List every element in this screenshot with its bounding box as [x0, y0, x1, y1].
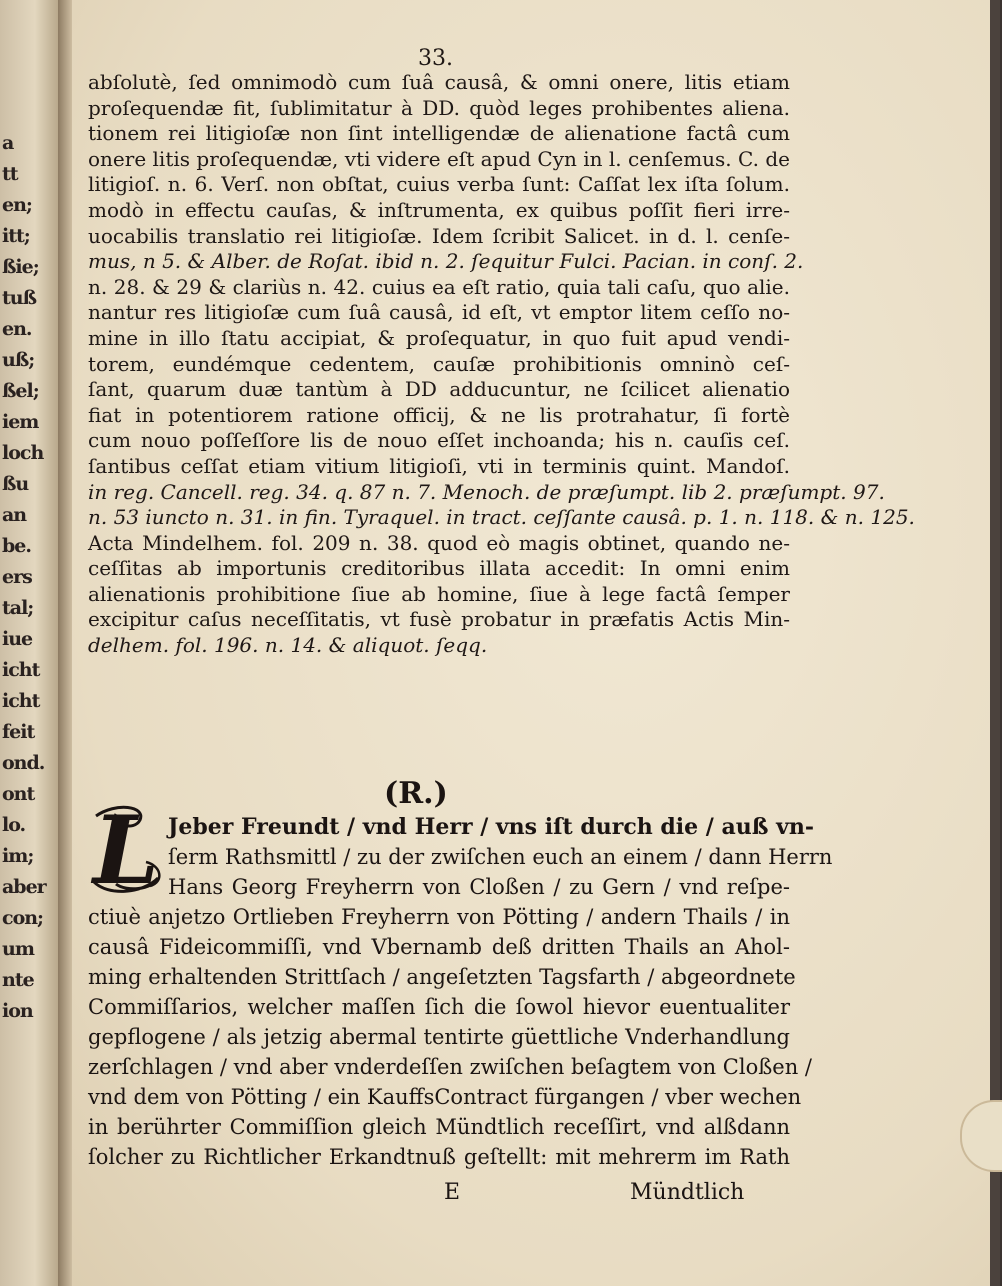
german-paragraph: [88, 812, 833, 1172]
facing-page-fragment: feit: [2, 721, 35, 743]
facing-page-fragment: tuß: [2, 287, 37, 309]
facing-page-fragment: be.: [2, 535, 31, 557]
facing-page-fragment: ont: [2, 783, 35, 805]
facing-page-fragment: tt: [2, 163, 18, 185]
facing-page-fragment: icht: [2, 690, 40, 712]
facing-page-fragment: icht: [2, 659, 40, 681]
facing-page-fragment: iem: [2, 411, 39, 433]
facing-page-fragment: aber: [2, 876, 46, 898]
latin-line: Acta Mindelhem. fol. 209 n. 38. quod eò magis obtinet, quando ne-: [88, 530, 790, 555]
latin-line: in reg. Cancell. reg. 34. q. 87 n. 7. Menoch. de præſumpt. lib 2. præſumpt. 97.: [88, 479, 885, 504]
latin-line: cum nouo poſſeſſore lis de nouo eſſet inchoanda; his n. cauſis ceſ.: [88, 428, 790, 453]
latin-line: torem, eundémque cedentem, cauſæ prohibitionis omninò ceſ-: [88, 351, 790, 376]
latin-line: modò in effectu cauſas, & inſtrumenta, ex quibus poſſit fieri irre-: [88, 197, 790, 222]
latin-line: abſolutè, ſed omnimodò cum ſuâ causâ, & omni onere, litis etiam: [88, 70, 790, 94]
latin-line: ceſſitas ab importunis creditoribus illata accedit: In omni enim: [88, 556, 790, 581]
latin-line: tionem rei litigioſæ non ſint intelligendæ de alienatione factâ cum: [88, 121, 790, 146]
page-right-edge: [990, 0, 1000, 1286]
latin-line: proſequendæ fit, ſublimitatur à DD. quòd leges prohibentes aliena.: [88, 95, 790, 120]
latin-line: n. 28. & 29 & clariùs n. 42. cuius ea eſt ratio, quia tali caſu, quo alie.: [88, 274, 790, 299]
latin-line: alienationis prohibitione ſiue ab homine, ſiue à lege factâ ſemper: [88, 581, 790, 606]
german-line: ſerm Rathsmittl / zu der zwiſchen euch an einem / dann Herrn: [168, 845, 833, 869]
latin-line: mus, n 5. & Alber. de Roſat. ibid n. 2. ſequitur Fulci. Pacian. in conſ. 2.: [88, 249, 804, 274]
facing-page-fragment: uß;: [2, 349, 35, 371]
german-line: vnd dem von Pötting / ein KauffsContract fürgangen / vber wechen: [88, 1085, 802, 1109]
facing-page-fragment: lo.: [2, 814, 26, 836]
facing-page-fragment: en.: [2, 318, 32, 340]
german-line: Hans Georg Freyherrn von Cloßen / zu Gern / vnd reſpe-: [168, 875, 790, 899]
facing-page-fragment: ond.: [2, 752, 45, 774]
facing-page-fragment: con;: [2, 907, 44, 929]
decorated-initial: L: [92, 796, 160, 906]
facing-page-fragment: ion: [2, 1000, 33, 1022]
latin-line: mine in illo ſtatu accipiat, & proſequatur, in quo fuit apud vendi-: [88, 325, 790, 350]
facing-page-fragment: a: [2, 132, 14, 154]
german-line: zerſchlagen / vnd aber vnderdeſſen zwiſchen beſagtem von Cloßen /: [88, 1055, 812, 1079]
page-number: 33.: [418, 46, 453, 71]
latin-line: ſantibus ceſſat etiam vitium litigioſi, vti in terminis quint. Mandoſ.: [88, 453, 790, 478]
german-line: ming erhaltenden Strittſach / angeſetzten Tagsfarth / abgeordnete: [88, 965, 796, 989]
latin-paragraph: [88, 70, 915, 659]
latin-line: uocabilis translatio rei litigioſæ. Idem ſcribit Salicet. in d. l. cenſe-: [88, 223, 790, 248]
facing-page-fragment: ßu: [2, 473, 29, 495]
book-gutter: [58, 0, 72, 1286]
german-line: gepflogene / als jetzig abermal tentirte güettliche Vnderhandlung: [88, 1025, 790, 1049]
latin-line: n. 53 iuncto n. 31. in fin. Tyraquel. in tract. ceſſante causâ. p. 1. n. 118. & n. 125.: [88, 505, 915, 530]
german-line: Commiſſarios, welcher maſſen ſich die ſowol hievor euentualiter: [88, 995, 790, 1019]
german-line: ctiuè anjetzo Ortlieben Freyherrn von Pötting / andern Thails / in: [88, 905, 790, 929]
facing-page-fragment: ers: [2, 566, 32, 588]
latin-line: nantur res litigioſæ cum ſuâ causâ, id eſt, vt emptor litem ceſſo no-: [88, 300, 790, 325]
facing-page-fragment: um: [2, 938, 34, 960]
catchword: Mündtlich: [630, 1180, 745, 1205]
german-line: ſolcher zu Richtlicher Erkandtnuß geſtellt: mit mehrerm im Rath: [88, 1145, 790, 1169]
facing-page-fragment: nte: [2, 969, 34, 991]
facing-page-fragment: iue: [2, 628, 33, 650]
facing-page-fragment: im;: [2, 845, 34, 867]
german-line: in berührter Commiſſion gleich Mündtlich receſſirt, vnd alßdann: [88, 1115, 790, 1139]
facing-page-edge: [0, 0, 58, 1286]
german-line: causâ Fideicommiſſi, vnd Vbernamb deß dritten Thails an Ahol-: [88, 935, 790, 959]
latin-line: delhem. fol. 196. n. 14. & aliquot. ſeqq.: [88, 633, 488, 658]
latin-line: litigioſ. n. 6. Verſ. non obſtat, cuius verba ſunt: Caſſat lex iſta ſolum.: [88, 172, 790, 197]
facing-page-fragment: en;: [2, 194, 32, 216]
facing-page-fragment: itt;: [2, 225, 30, 247]
latin-line: fiat in potentiorem ratione officij, & ne lis protrahatur, ſi fortè: [88, 402, 790, 427]
signature-mark: E: [444, 1180, 461, 1205]
facing-page-fragment: loch: [2, 442, 44, 464]
latin-line: ſant, quarum duæ tantùm à DD adducuntur, ne ſcilicet alienatio: [88, 377, 790, 402]
section-label: (R.): [384, 776, 448, 811]
facing-page-fragment: ßel;: [2, 380, 39, 402]
latin-line: onere litis proſequendæ, vti videre eſt apud Cyn in l. cenſemus. C. de: [88, 146, 790, 171]
facing-page-fragment: tal;: [2, 597, 34, 619]
german-line: Jeber Freundt / vnd Herr / vns iſt durch die / auß vn-: [168, 814, 814, 840]
facing-page-fragment: an: [2, 504, 27, 526]
latin-line: excipitur caſus neceſſitatis, vt fusè probatur in præfatis Actis Min-: [88, 607, 790, 632]
facing-page-fragment: ßie;: [2, 256, 39, 278]
